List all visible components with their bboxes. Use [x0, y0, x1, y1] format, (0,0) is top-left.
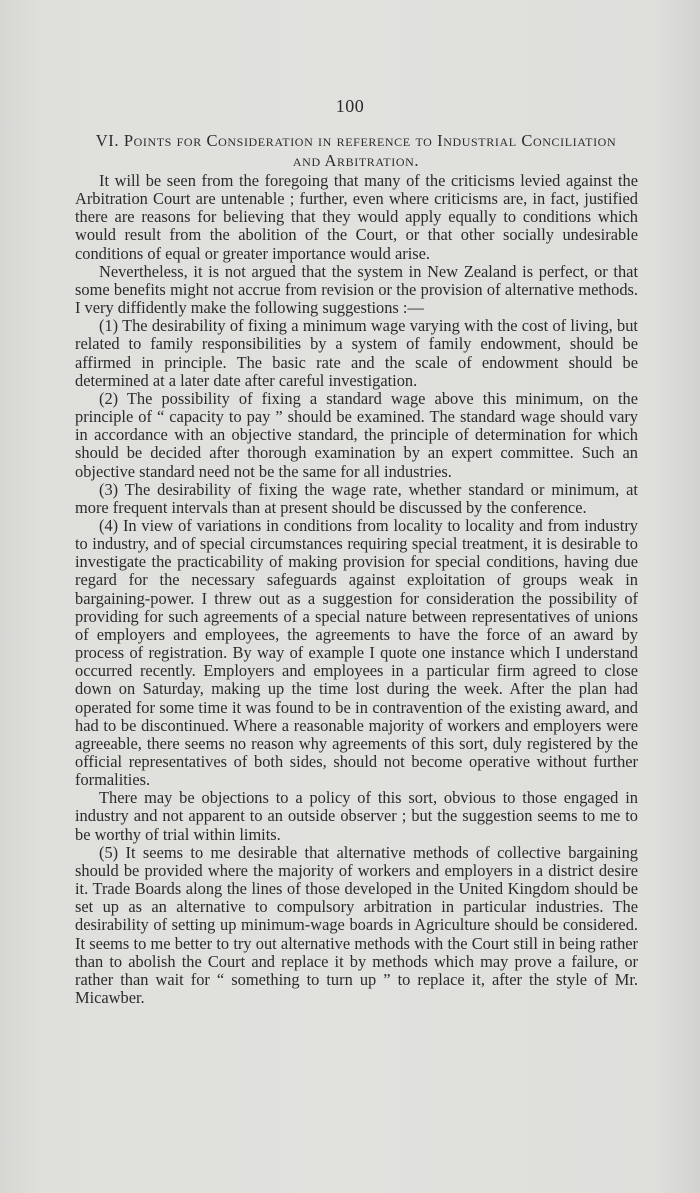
section-heading-line-2: and Arbitration.: [292, 151, 420, 170]
paragraph: There may be objections to a policy of this sort, obvious to those engaged in industry and not apparent to an outside observer ; but the suggestion seems to me to be worthy of trial within limits.: [75, 788, 638, 844]
section-heading: [70, 131, 642, 171]
page-number: 100: [335, 96, 365, 116]
paragraph-suggestion-2: (2) The possibility of fixing a standard wage above this minimum, on the principle of “ capacity to pay ” should be examined. The standard wage should vary in accordance with an objective standard, the principle of determination for which should be decided after thorough examination by an expert committee. Such an objective standard need not be the same for all industries.: [75, 388, 638, 481]
paragraph-suggestion-1: (1) The desirability of fixing a minimum wage varying with the cost of living, but related to family responsibilities by a system of family endowment, should be affirmed in principle. The basic rate and the scale of endowment should be determined at a later date after careful investigation.: [75, 316, 638, 390]
paragraph-suggestion-4: (4) In view of variations in conditions from locality to locality and from industry to industry, and of special circumstances requiring special treatment, it is desirable to investigate the practicability of making provision for special conditions, having due regard for the necessary safeguards against exploitation of groups weak in bargaining-power. I threw out as a suggestion for consideration the possibility of providing for such agreements of a special nature between representatives of unions of employers and employees, the agreements to have the force of an award by process of registration. By way of example I quote one instance which I understand occurred recently. Employers and employees in a particular firm agreed to close down on Saturday, making up the time lost during the week. After the plan had operated for some time it was found to be in contravention of the existing award, and had to be discontinued. Where a reasonable majority of workers and employers were agreeable, there seems no reason why agreements of this sort, duly registered by the official representatives of both sides, should not become operative without further formalities.: [75, 515, 638, 790]
paragraph-suggestion-5: (5) It seems to me desirable that alternative methods of collective bargaining should be provided where the majority of workers and employers in a district desire it. Trade Boards along the lines of those developed in the United Kingdom should be set up as an alternative to compulsory arbitration in particular industries. The desirability of setting up minimum-wage boards in Agriculture should be considered. It seems to me better to try out alternative methods with the Court still in being rather than to abolish the Court and replace it by methods which may prove a failure, or rather than wait for “ something to turn up ” to replace it, after the style of Mr. Micawber.: [75, 842, 638, 1008]
paragraph: Nevertheless, it is not argued that the system in New Zealand is perfect, or that some benefits might not accrue from revision or the provision of alternative methods. I very diffidently make the following suggestions :—: [75, 261, 638, 318]
paragraph-suggestion-3: (3) The desirability of fixing the wage rate, whether standard or minimum, at more frequent intervals than at present should be discussed by the conference.: [75, 479, 638, 517]
section-heading-line-1: VI. Points for Consideration in reference to Industrial Conciliation: [95, 131, 617, 150]
paragraph: It will be seen from the foregoing that many of the criticisms levied against the Arbitration Court are untenable ; further, even where criticisms are, in fact, justified there are reasons for believing that they would apply equally to conditions which would result from the abolition of the Court, or that other socially undesirable conditions of equal or greater importance would arise.: [75, 171, 638, 263]
body-text: [75, 172, 638, 1007]
